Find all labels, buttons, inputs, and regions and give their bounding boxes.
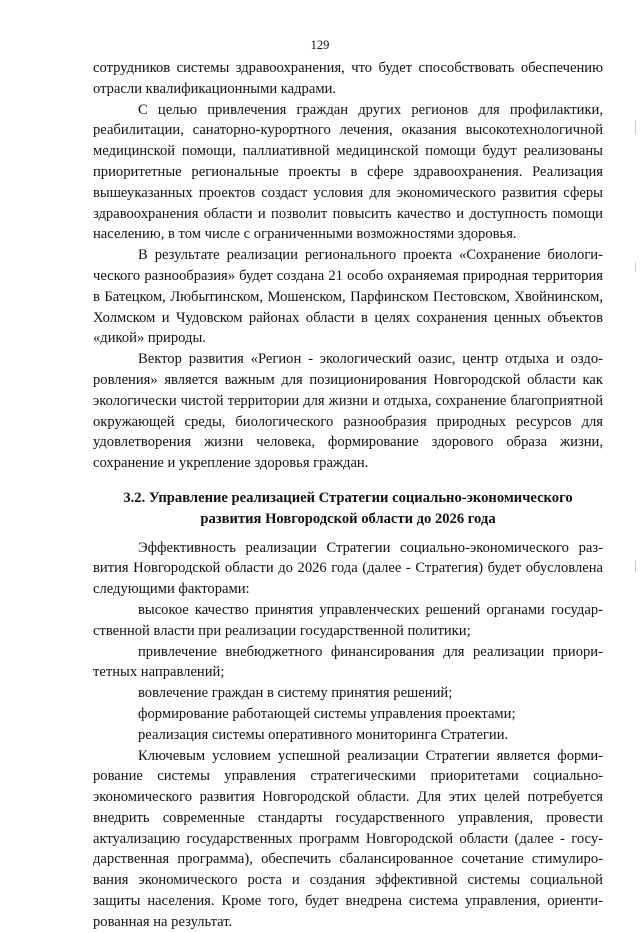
list-item-factor: привлечение внебюджетного финансирования для реализации приоритетных направлений; xyxy=(93,643,603,681)
paragraph-eco-oasis: Вектор развития «Регион - экологический оазис, центр отдыха и оздоровления» является важным для позиционирования Новгородской области как экологически чистой территории для жизни и отдыха, сохранение благоприятной окружающей среды, биологического разнообразия природных ресурсов для удовлетворения жизни человека, формирование здорового образа жизни, сохранение и укрепление здоровья граждан. xyxy=(93,351,603,472)
scan-edge-mark xyxy=(635,560,636,572)
scan-edge-mark xyxy=(635,120,636,134)
paragraph-biodiversity: В результате реализации регионального проекта «Сохранение биологического разнообразия» будет создана 21 особо охраняемая природная территория в Батецком, Любытинском, Мошенском, Парфинском Пестовском, Хвойнинском, Холмском и Чудовском районах области в целях сохранения ценных объектов «дикой» природы. xyxy=(93,247,603,347)
paragraph-intro-factors: Эффективность реализации Стратегии социально-экономического развития Новгородской области до 2026 года (далее - Стратегия) будет обусловлена следующими факторами: xyxy=(93,539,603,598)
paragraph-key-condition: Ключевым условием успешной реализации Стратегии является формирование системы управления стратегическими приоритетами социально-экономического развития Новгородской области. Для этих целей потребуется внедрить современные стандарты государственного управления, провести актуализацию государственных программ Новгородской области (далее - государственная программа), обеспечить сбалансированное сочетание стимулирования экономического роста и создания эффективной системы социальной защиты населения. Кроме того, будет внедрена система управления, ориентированная на результат. xyxy=(93,747,603,930)
list-item-factor: формирование работающей системы управления проектами; xyxy=(138,705,516,722)
section-heading-line-1: 3.2. Управление реализацией Стратегии социально-экономического xyxy=(123,489,573,506)
paragraph-continuation: сотрудников системы здравоохранения, что будет способствовать обеспечению отрасли квалификационными кадрами. xyxy=(93,60,603,97)
list-item-factor: реализация системы оперативного мониторинга Стратегии. xyxy=(138,726,509,743)
page-number: 129 xyxy=(310,38,330,52)
scan-edge-mark xyxy=(635,262,636,272)
page-content xyxy=(93,58,603,933)
list-item-factor: высокое качество принятия управленческих решений органами государственной власти при реализации государственной политики; xyxy=(93,601,603,639)
section-heading-line-2: развития Новгородской области до 2026 года xyxy=(200,510,496,527)
section-heading xyxy=(93,488,603,530)
list-item-factor: вовлечение граждан в систему принятия решений; xyxy=(138,685,453,702)
paragraph-healthcare-projects: С целью привлечения граждан других регионов для профилактики, реабилитации, санаторно-курортного лечения, оказания высокотехнологичной медицинской помощи, паллиативной медицинской помощи будут реализованы приоритетные региональные проекты в сфере здравоохранения. Реализация вышеуказанных проектов создаст условия для экономического развития сферы здравоохранения области и позволит повысить качество и доступность помощи населению, в том числе с ограниченными возможностями здоровья. xyxy=(93,101,603,243)
